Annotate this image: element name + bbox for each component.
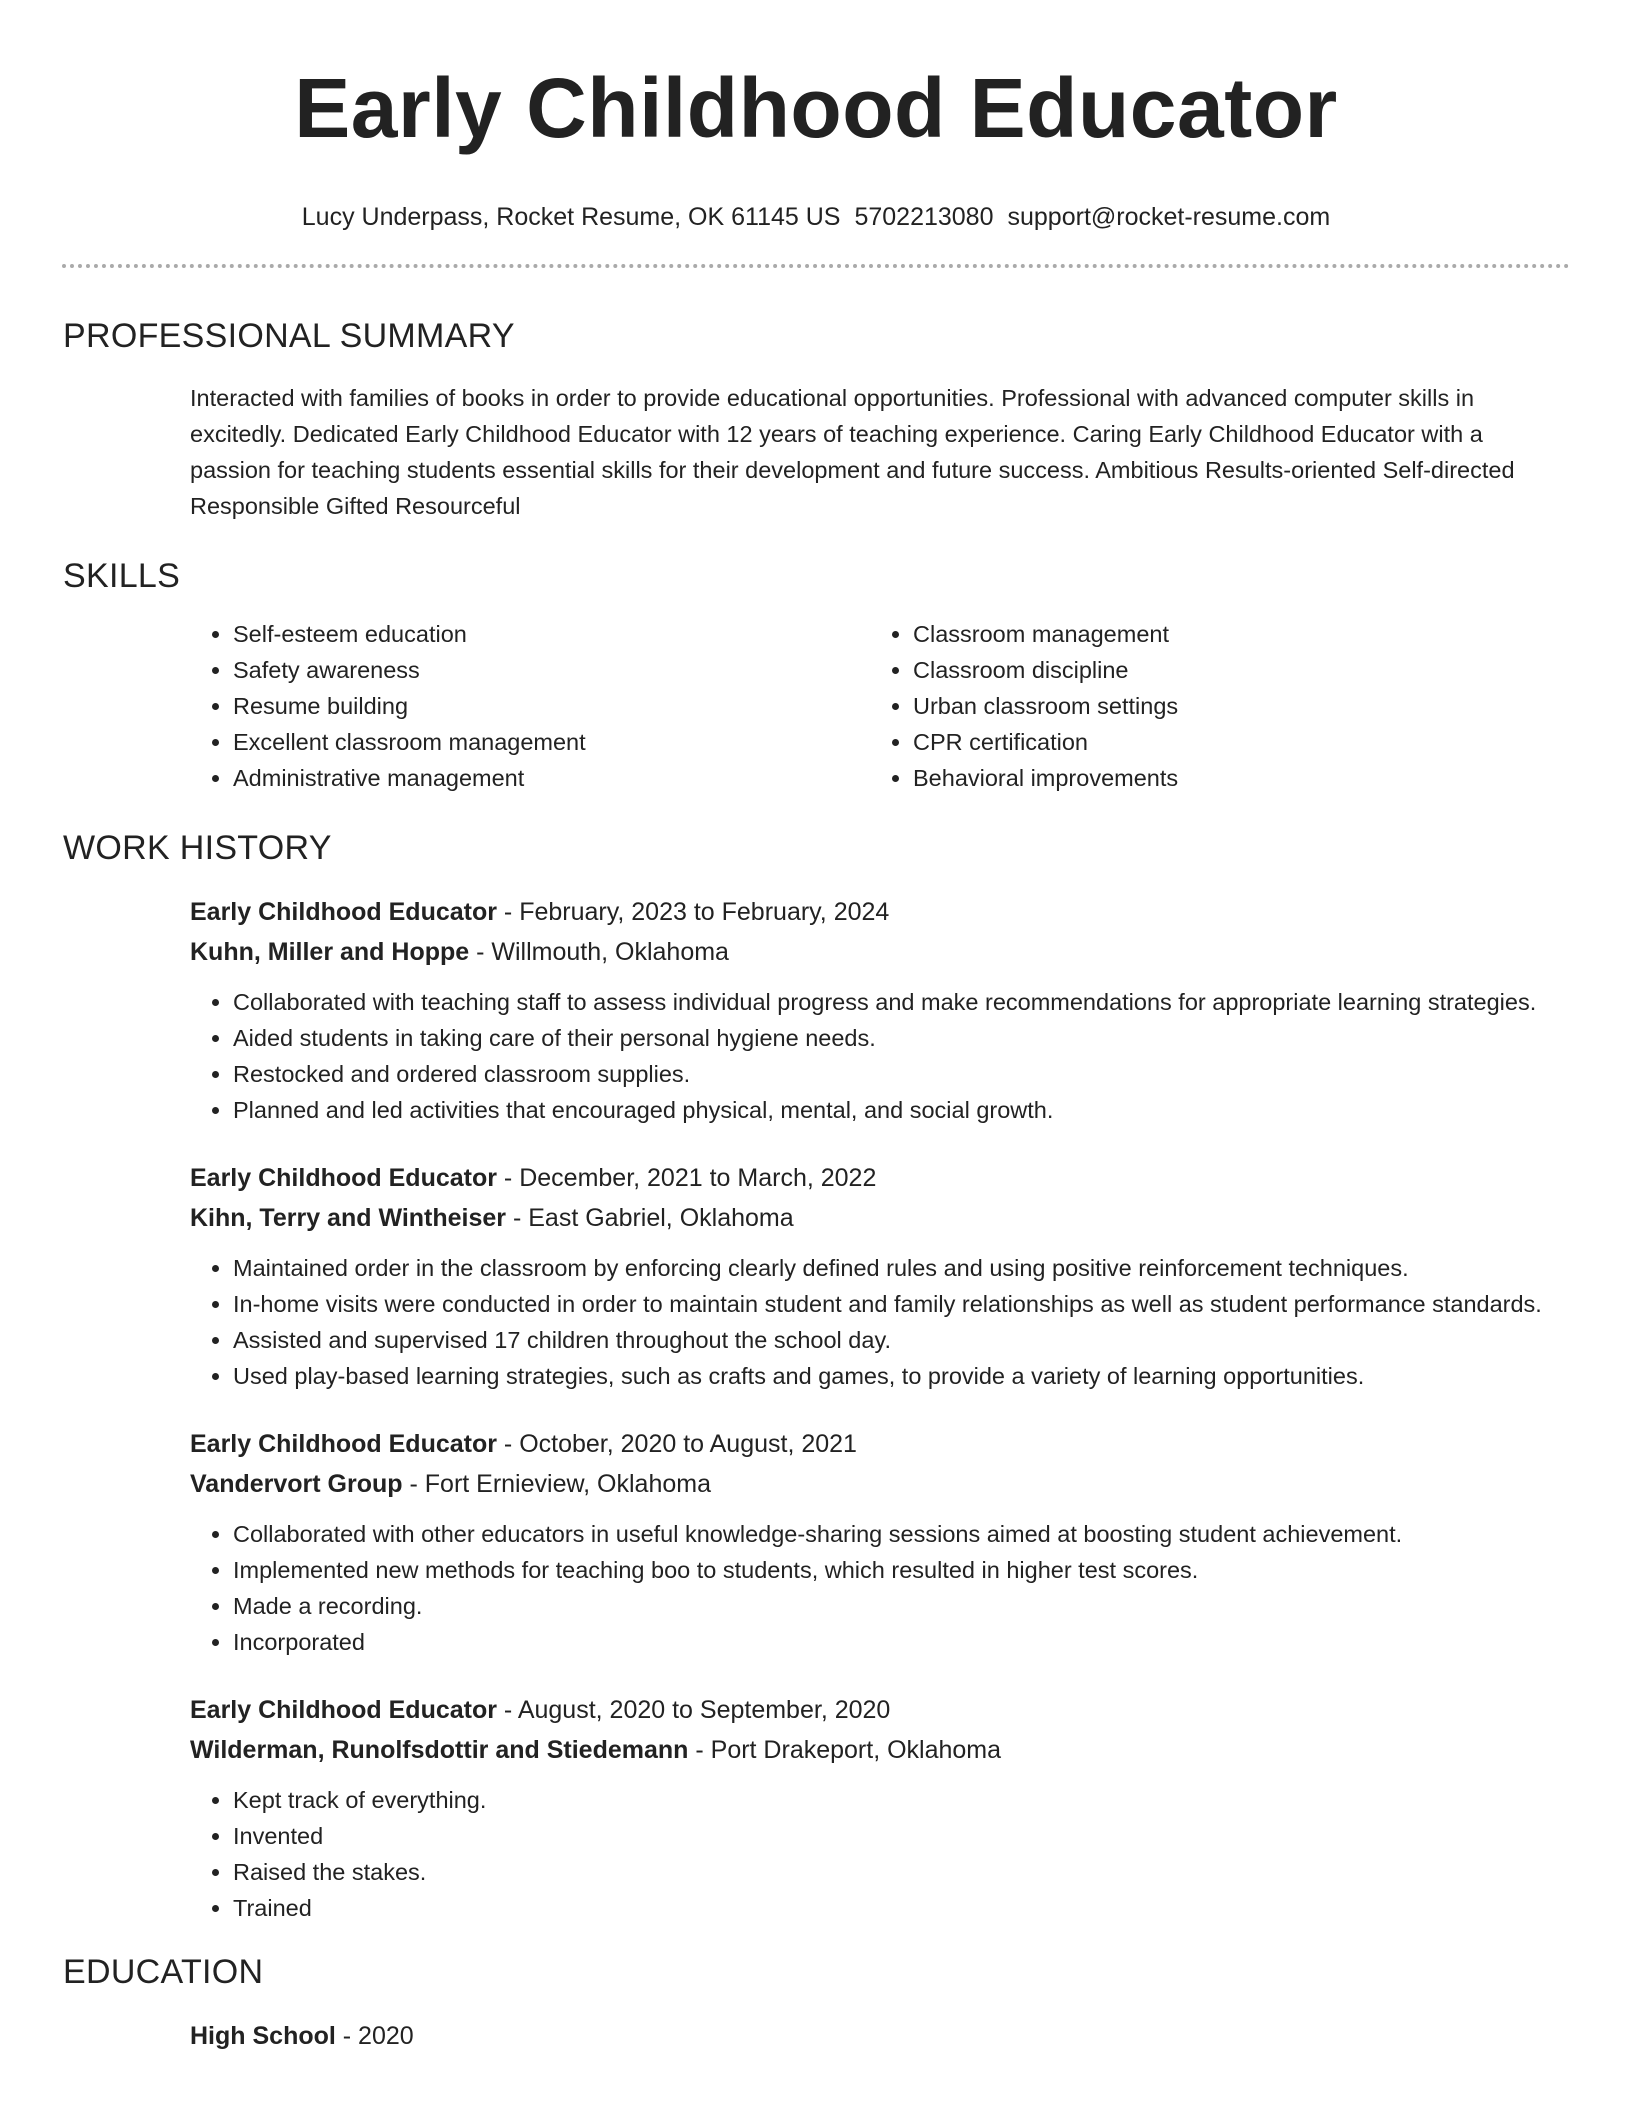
job-role: Early Childhood Educator [190,1430,497,1458]
job-bullet: • Collaborated with teaching staff to assess individual progress and make recommendations for appropriate learning strategies. [233,984,1570,1020]
job-location: - Fort Ernieview, Oklahoma [402,1470,711,1498]
contact-phone: 5702213080 [854,203,994,231]
job-dates: - October, 2020 to August, 2021 [496,1430,857,1458]
skill-item: • Safety awareness [233,652,870,688]
job-dates: - August, 2020 to September, 2020 [496,1696,891,1724]
job-role: Early Childhood Educator [190,1164,497,1192]
job-bullet: • Aided students in taking care of their personal hygiene needs. [233,1020,1570,1056]
education-year: - 2020 [335,2022,414,2050]
job-location: - Willmouth, Oklahoma [469,938,729,966]
job-bullets [190,1782,1570,1926]
job-bullet: • Implemented new methods for teaching boo to students, which resulted in higher test scores. [233,1552,1570,1588]
job-entry [190,892,1570,1128]
education-entry [190,2016,1570,2056]
job-dates: - December, 2021 to March, 2022 [496,1164,877,1192]
job-bullets [190,1516,1570,1660]
page-title: Early Childhood Educator [294,61,1338,155]
job-bullet: • Invented [233,1818,1570,1854]
job-bullet: • Assisted and supervised 17 children throughout the school day. [233,1322,1570,1358]
skills-column-right [870,616,1178,796]
job-company-line [190,1730,1570,1770]
job-bullet: • Raised the stakes. [233,1854,1570,1890]
skills-column-left [190,616,870,796]
job-bullet: • Planned and led activities that encouraged physical, mental, and social growth. [233,1092,1570,1128]
job-bullet: • Kept track of everything. [233,1782,1570,1818]
skill-item: • Behavioral improvements [913,760,1178,796]
skills-list [190,616,1570,796]
skill-item: • Urban classroom settings [913,688,1178,724]
job-title-line [190,892,1570,932]
job-location: - Port Drakeport, Oklahoma [688,1736,1002,1764]
job-company-line [190,1198,1570,1238]
job-company-line [190,1464,1570,1504]
job-bullets [190,1250,1570,1394]
section-title-summary: PROFESSIONAL SUMMARY [63,317,515,355]
job-company-line [190,932,1570,972]
job-company: Vandervort Group [190,1470,403,1498]
job-title-line [190,1158,1570,1198]
job-bullet: • In-home visits were conducted in order to maintain student and family relationships as well as student performance standards. [233,1286,1570,1322]
education-degree: High School [190,2022,336,2050]
job-entry [190,1424,1570,1660]
section-title-work-history: WORK HISTORY [63,829,332,867]
summary-text: Interacted with families of books in order to provide educational opportunities. Professional with advanced computer skills in excitedly. Dedicated Early Childhood Educator with 12 years of teaching experience. Caring Early Childhood Educator with a passion for teaching students essential skills for their development and future success. Ambitious Results-oriented Self-directed Responsible Gifted Resourceful [190,385,1515,519]
job-bullet: • Used play-based learning strategies, such as crafts and games, to provide a variety of learning opportunities. [233,1358,1570,1394]
job-bullet: • Made a recording. [233,1588,1570,1624]
job-dates: - February, 2023 to February, 2024 [496,898,890,926]
skill-item: • Resume building [233,688,870,724]
job-title-line [190,1690,1570,1730]
skill-item: • CPR certification [913,724,1178,760]
job-role: Early Childhood Educator [190,1696,497,1724]
skill-item: • Self-esteem education [233,616,870,652]
section-title-education: EDUCATION [63,1953,264,1991]
job-bullet: • Restocked and ordered classroom supplies. [233,1056,1570,1092]
job-bullet: • Trained [233,1890,1570,1926]
job-company: Kihn, Terry and Wintheiser [190,1204,507,1232]
contact-email: support@rocket-resume.com [1007,203,1331,231]
job-bullets [190,984,1570,1128]
section-title-skills: SKILLS [63,557,181,595]
job-bullet: • Maintained order in the classroom by enforcing clearly defined rules and using positive reinforcement techniques. [233,1250,1570,1286]
contact-line [0,200,1632,234]
skill-item: • Excellent classroom management [233,724,870,760]
skill-item: • Administrative management [233,760,870,796]
job-company: Wilderman, Runolfsdottir and Stiedemann [190,1736,689,1764]
skill-item: • Classroom management [913,616,1178,652]
job-company: Kuhn, Miller and Hoppe [190,938,470,966]
job-bullet: • Incorporated [233,1624,1570,1660]
job-title-line [190,1424,1570,1464]
header-divider [62,264,1570,268]
job-bullet: • Collaborated with other educators in useful knowledge-sharing sessions aimed at boosting student achievement. [233,1516,1570,1552]
skill-item: • Classroom discipline [913,652,1178,688]
job-entry [190,1690,1570,1926]
contact-address: Lucy Underpass, Rocket Resume, OK 61145 US [301,203,841,231]
job-role: Early Childhood Educator [190,898,497,926]
job-location: - East Gabriel, Oklahoma [506,1204,794,1232]
job-entry [190,1158,1570,1394]
